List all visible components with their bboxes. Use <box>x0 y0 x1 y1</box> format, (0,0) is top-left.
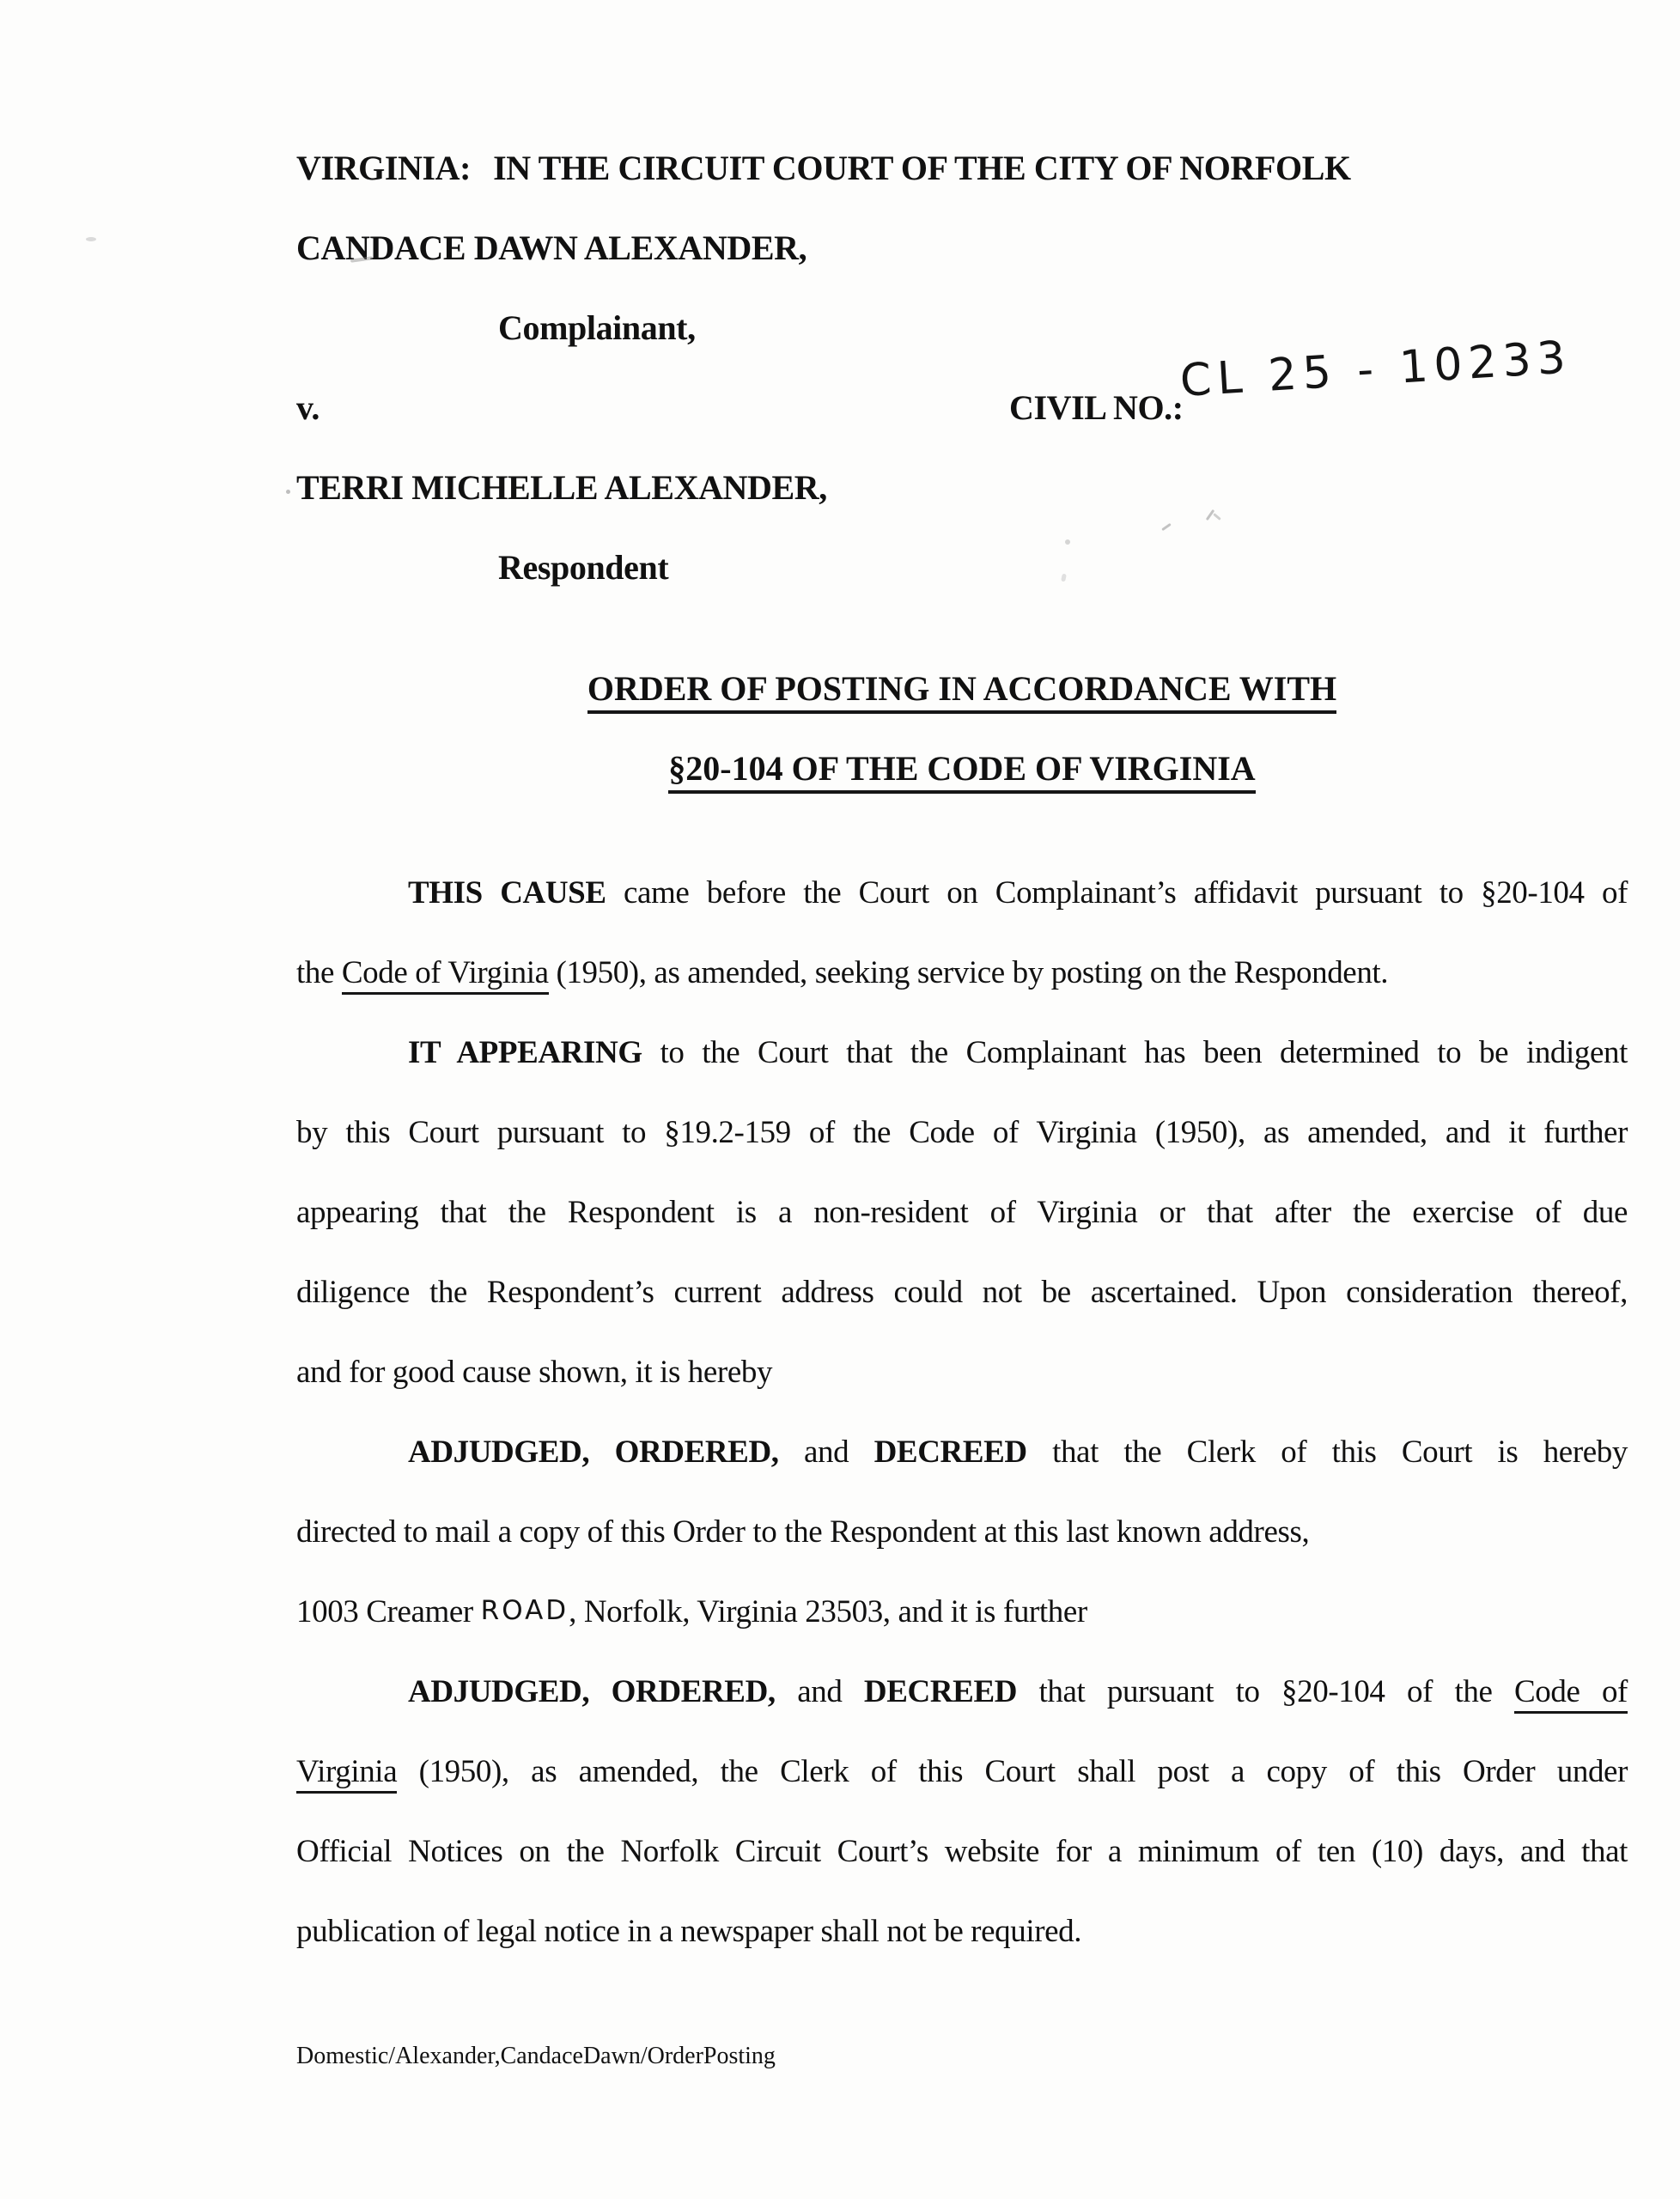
text-segment: Code of <box>1514 1674 1628 1714</box>
text-segment: and <box>778 1435 874 1470</box>
order-title-line-2 <box>296 728 1628 808</box>
state-label: VIRGINIA: <box>296 149 472 187</box>
text-segment: THIS CAUSE <box>408 875 606 911</box>
text-segment: Virginia <box>296 1754 397 1794</box>
text-segment: ADJUDGED, ORDERED, <box>408 1674 776 1709</box>
text-segment: appearing that the Respondent is a non-resident of Virginia or that after the exercise of due <box>296 1195 1628 1230</box>
complainant-name: CANDACE DAWN ALEXANDER, <box>296 228 807 267</box>
text-segment: that the Clerk of this Court is hereby <box>1026 1435 1628 1470</box>
text-segment: to the Court that the Complainant has been determined to be indigent <box>642 1035 1628 1070</box>
caption-complainant-name <box>296 208 1628 288</box>
scan-artifact-smudge <box>86 237 96 241</box>
text-segment: and <box>775 1674 864 1709</box>
caption-court-line <box>296 128 1628 208</box>
paragraph-3-line-3 <box>296 1572 1628 1652</box>
handwritten-road: ROAD <box>480 1595 569 1626</box>
paragraph-4-line-3 <box>296 1812 1628 1891</box>
court-name: IN THE CIRCUIT COURT OF THE CITY OF NORFOLK <box>493 149 1351 187</box>
text-segment: (1950), as amended, the Clerk of this Court shall post a copy of this Order under <box>397 1754 1628 1789</box>
order-title <box>296 649 1628 808</box>
paragraph-2-line-2 <box>296 1093 1628 1173</box>
complainant-role-label: Complainant, <box>498 308 696 347</box>
text-segment: the <box>296 955 342 990</box>
paragraph-2-line-3 <box>296 1173 1628 1252</box>
text-segment: 1003 Creamer <box>296 1594 481 1629</box>
caption-respondent-role <box>296 527 1628 607</box>
text-segment: (1950), as amended, seeking service by posting on the Respondent. <box>548 955 1389 990</box>
paragraph-3-line-2 <box>296 1492 1628 1572</box>
order-title-text-1: ORDER OF POSTING IN ACCORDANCE WITH <box>587 669 1336 714</box>
paragraph-4-line-1 <box>296 1652 1628 1732</box>
text-segment: that pursuant to §20-104 of the <box>1017 1674 1514 1709</box>
paragraph-4-line-2 <box>296 1732 1628 1812</box>
text-segment: came before the Court on Complainant’s affidavit pursuant to §20-104 of <box>606 875 1628 911</box>
text-segment: Official Notices on the Norfolk Circuit Court’s website for a minimum of ten (10) days, and that <box>296 1834 1628 1869</box>
paragraph-3-line-1 <box>296 1412 1628 1492</box>
caption-respondent-name <box>296 448 1628 527</box>
paragraph-1-line-2 <box>296 933 1628 1013</box>
case-caption <box>296 128 1628 607</box>
order-title-line-1 <box>296 649 1628 728</box>
text-segment: Code of Virginia <box>342 955 549 995</box>
caption-versus-line <box>296 332 1628 448</box>
order-body <box>296 853 1628 1971</box>
respondent-role-label: Respondent <box>498 548 669 587</box>
text-segment: and for good cause shown, it is hereby <box>296 1355 773 1390</box>
civil-no-value: CL 25 - 10233 <box>1178 332 1573 408</box>
text-segment: by this Court pursuant to §19.2-159 of the Code of Virginia (1950), as amended, and it further <box>296 1115 1628 1150</box>
text-segment: directed to mail a copy of this Order to the Respondent at this last known address, <box>296 1514 1310 1550</box>
respondent-name: TERRI MICHELLE ALEXANDER, <box>296 468 827 507</box>
paragraph-2-line-5 <box>296 1332 1628 1412</box>
text-segment: publication of legal notice in a newspaper shall not be required. <box>296 1914 1082 1949</box>
text-segment: DECREED <box>873 1435 1027 1470</box>
paragraph-1-line-1 <box>296 853 1628 933</box>
scan-artifact-pencil-dot <box>1065 539 1070 545</box>
paragraph-4-line-4 <box>296 1891 1628 1971</box>
text-segment: IT APPEARING <box>408 1035 642 1070</box>
paragraph-2-line-1 <box>296 1013 1628 1093</box>
text-segment: ADJUDGED, ORDERED, <box>408 1435 779 1470</box>
order-title-text-2: §20-104 OF THE CODE OF VIRGINIA <box>668 749 1255 794</box>
scan-artifact-dot <box>286 490 290 494</box>
text-segment: diligence the Respondent’s current address could not be ascertained. Upon consideration thereof, <box>296 1275 1628 1310</box>
paragraph-2-line-4 <box>296 1252 1628 1332</box>
text-segment: , Norfolk, Virginia 23503, and it is further <box>569 1594 1087 1629</box>
footer-docket-reference: Domestic/Alexander,CandaceDawn/OrderPosting <box>296 2043 776 2069</box>
text-segment: DECREED <box>863 1674 1018 1709</box>
civil-no-label: CIVIL NO.: <box>1009 388 1184 427</box>
versus-label: v. <box>296 388 320 427</box>
